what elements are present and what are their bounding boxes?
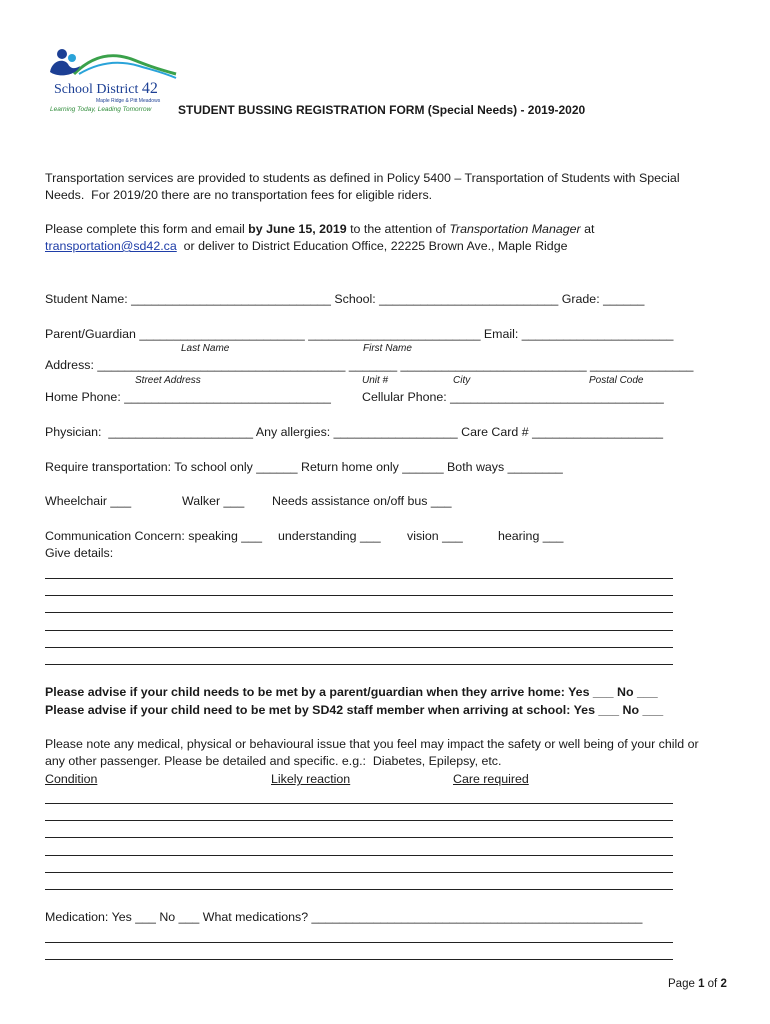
medication-line[interactable]: [45, 942, 673, 943]
district-logo: [44, 44, 184, 118]
details-line[interactable]: [45, 630, 673, 631]
communication-hearing-field[interactable]: hearing ___: [498, 529, 564, 543]
address-row[interactable]: Address: ____________________________________ _______ ___________________________ _______________: [45, 358, 694, 372]
cell-phone-field[interactable]: Cellular Phone: _______________________________: [362, 390, 664, 404]
logo-subtitle: Maple Ridge & Pitt Meadows: [96, 98, 161, 104]
parent-guardian-row[interactable]: Parent/Guardian ________________________ _________________________ Email: ______________________: [45, 327, 674, 341]
medication-row[interactable]: Medication: Yes ___ No ___ What medications? ________________________________________________: [45, 910, 643, 924]
advise-staff-question[interactable]: Please advise if your child need to be met by SD42 staff member when arriving at school: Yes ___ No ___: [45, 703, 664, 717]
wheelchair-field[interactable]: Wheelchair ___: [45, 494, 132, 508]
postal-code-caption: Postal Code: [589, 375, 644, 386]
needs-assistance-field[interactable]: Needs assistance on/off bus ___: [272, 494, 452, 508]
street-address-caption: Street Address: [135, 375, 201, 386]
medical-note-line-2: any other passenger. Please be detailed and specific. e.g.: Diabetes, Epilepsy, etc.: [45, 754, 502, 768]
deadline: by June 15, 2019: [248, 222, 347, 236]
logo-tagline: Learning Today, Leading Tomorrow: [50, 106, 152, 113]
page-number: Page 1 of 2: [668, 978, 727, 990]
medical-line[interactable]: [45, 837, 673, 838]
give-details-label: Give details:: [45, 546, 114, 560]
communication-understanding-field[interactable]: understanding ___: [278, 529, 381, 543]
student-info-row[interactable]: Student Name: _____________________________ School: __________________________ Grade: ______: [45, 292, 645, 306]
instructions-line-2: transportation@sd42.ca or deliver to District Education Office, 22225 Brown Ave., Maple Ridge: [45, 239, 568, 253]
reaction-column-header: Likely reaction: [271, 772, 351, 786]
details-line[interactable]: [45, 647, 673, 648]
city-caption: City: [453, 375, 471, 386]
advise-parent-question[interactable]: Please advise if your child needs to be met by a parent/guardian when they arrive home: Yes ___ No ___: [45, 685, 658, 699]
intro-line-2: Needs. For 2019/20 there are no transportation fees for eligible riders.: [45, 188, 433, 202]
form-title: STUDENT BUSSING REGISTRATION FORM (Special Needs) - 2019-2020: [178, 103, 586, 117]
instructions-line-1: Please complete this form and email by June 15, 2019 to the attention of Transportation Manager at: [45, 222, 595, 236]
details-line[interactable]: [45, 612, 673, 613]
medical-line[interactable]: [45, 872, 673, 873]
email-link[interactable]: transportation@sd42.ca: [45, 239, 177, 253]
details-line[interactable]: [45, 595, 673, 596]
intro-line-1: Transportation services are provided to students as defined in Policy 5400 – Transportation of Students with Special: [45, 171, 680, 185]
medication-line[interactable]: [45, 959, 673, 960]
physician-row[interactable]: Physician: _____________________ Any allergies: __________________ Care Card # ___________________: [45, 425, 663, 439]
recipient: Transportation Manager: [449, 222, 581, 236]
communication-vision-field[interactable]: vision ___: [407, 529, 463, 543]
medical-note-line-1: Please note any medical, physical or behavioural issue that you feel may impact the safety or well being of your child or: [45, 737, 699, 751]
last-name-caption: Last Name: [181, 343, 230, 354]
first-name-caption: First Name: [363, 343, 412, 354]
transportation-row[interactable]: Require transportation: To school only ______ Return home only ______ Both ways ________: [45, 460, 563, 474]
condition-column-header: Condition: [45, 772, 98, 786]
details-line[interactable]: [45, 664, 673, 665]
logo-title: School District 42: [54, 80, 158, 97]
medical-line[interactable]: [45, 855, 673, 856]
care-column-header: Care required: [453, 772, 529, 786]
medical-line[interactable]: [45, 803, 673, 804]
medical-line[interactable]: [45, 889, 673, 890]
home-phone-field[interactable]: Home Phone: ______________________________: [45, 390, 331, 404]
walker-field[interactable]: Walker ___: [182, 494, 245, 508]
medical-line[interactable]: [45, 820, 673, 821]
unit-caption: Unit #: [362, 375, 389, 386]
communication-speaking-field[interactable]: Communication Concern: speaking ___: [45, 529, 262, 543]
details-line[interactable]: [45, 578, 673, 579]
